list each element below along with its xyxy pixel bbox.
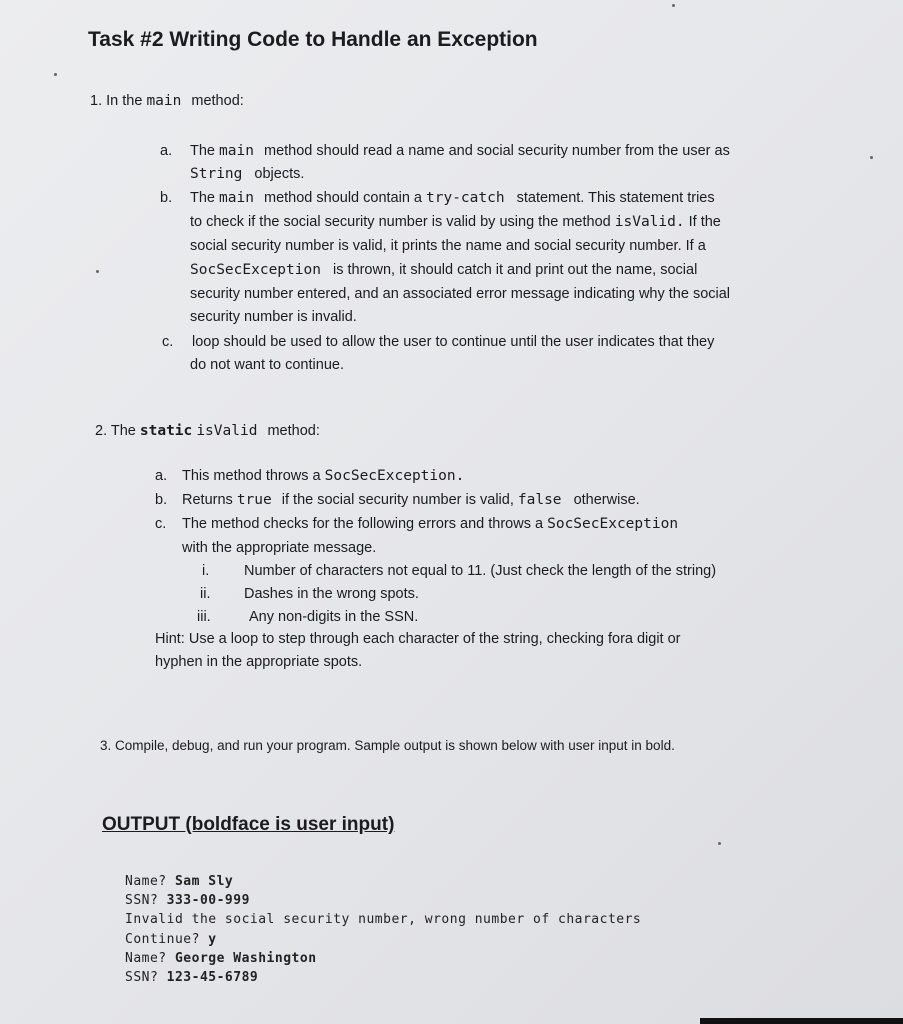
item-1a-line-1 [190,142,730,160]
item-2c-ii-marker: ii. [200,586,211,602]
code-string: String [190,166,243,182]
console-prompt: Name? [125,951,175,966]
paper-speck [672,4,675,7]
page-title: Task #2 Writing Code to Handle an Exception [88,28,538,51]
text: The [190,143,215,159]
section-number: 1. [90,93,103,109]
code-true: true [236,492,272,508]
code-socsecexception: SocSecException [547,516,679,532]
item-1b-line-2 [190,213,721,231]
text: The method checks for the following errors and throws a [182,516,544,532]
item-1c-line-2: do not want to continue. [190,357,344,373]
item-1b-line-4 [190,261,697,279]
item-1a-line-2 [190,165,304,183]
item-2a-line [182,467,464,485]
code-try-catch: try-catch [426,190,505,206]
item-1b-line-6: security number is invalid. [190,309,357,325]
console-prompt: SSN? [125,970,167,985]
code-false: false [517,492,562,508]
item-1b-marker: b. [160,190,173,206]
item-2c-iii-text: Any non-digits in the SSN. [249,609,419,625]
text: to check if the social security number is valid by using the method [190,214,611,230]
item-2c-line-1 [182,515,678,533]
item-2c-i-text: Number of characters not equal to 11. (Just check the length of the string) [244,563,717,579]
text: method should read a name and social security number from the user as [263,143,730,159]
console-user-input: Sam Sly [174,874,234,889]
section-text: In the [106,93,143,109]
console-line [125,891,250,911]
text: The [190,190,215,206]
console-line [125,910,641,930]
text: if the social security number is valid, [281,492,514,508]
item-1b-line-5: security number entered, and an associated error message indicating why the social [190,286,731,302]
section-1-heading [90,92,244,110]
paper-speck [718,842,721,845]
console-prompt: Name? [125,874,175,889]
item-2a-marker: a. [155,468,168,484]
console-prompt: SSN? [125,893,167,908]
code-isvalid: isValid. [614,214,685,230]
console-user-input: 123-45-6789 [166,970,259,985]
text: method: [267,423,320,439]
code-socsecexception: SocSecException. [324,468,465,484]
console-prompt: Invalid the social security number, wrong number of characters [125,912,642,927]
text: objects. [254,166,305,182]
code-static: static [139,423,193,439]
item-2c-line-2: with the appropriate message. [182,540,377,556]
item-1c-line-1: loop should be used to allow the user to continue until the user indicates that they [192,334,715,350]
console-line [125,872,233,892]
text: method should contain a [263,190,422,206]
item-2b-marker: b. [155,492,168,508]
section-text: method: [191,93,244,109]
item-1a-marker: a. [160,143,173,159]
section-2-heading [95,422,320,440]
item-1c-marker: c. [162,334,174,350]
item-2b-line [182,491,640,509]
text: 2. The [95,423,136,439]
code-isvalid: isValid [196,423,258,439]
console-line [125,949,317,969]
paper-speck [870,156,873,159]
text: is thrown, it should catch it and print out the name, social [332,262,698,278]
console-user-input: George Washington [174,951,317,966]
code-main: main [146,93,182,109]
console-line [125,968,258,988]
code-main: main [219,143,254,159]
console-user-input: y [208,932,217,947]
hint-line-1: Hint: Use a loop to step through each character of the string, checking fora digit or [155,631,681,647]
item-1b-line-3: social security number is valid, it prints the name and social security number. If a [190,238,706,254]
text: Returns [182,492,233,508]
console-user-input: 333-00-999 [166,893,250,908]
text: If the [688,214,721,230]
code-socsecexception: SocSecException [190,262,321,278]
item-2c-iii-marker: iii. [197,609,211,625]
item-1b-line-1 [190,189,715,207]
item-2c-ii-text: Dashes in the wrong spots. [244,586,419,602]
text: otherwise. [573,492,640,508]
section-3-text: 3. Compile, debug, and run your program. Sample output is shown below with user input in bold. [100,738,675,753]
code-main: main [219,190,254,206]
text: This method throws a [182,468,321,484]
paper-speck [96,270,99,273]
item-2c-i-marker: i. [202,563,210,579]
item-2c-marker: c. [155,516,167,532]
output-heading: OUTPUT (boldface is user input) [102,814,395,835]
paper-speck [54,73,57,76]
hint-line-2: hyphen in the appropriate spots. [155,654,363,670]
console-line [125,930,217,950]
bottom-edge-shadow [700,1018,903,1024]
text: statement. This statement tries [516,190,715,206]
console-prompt: Continue? [125,932,209,947]
